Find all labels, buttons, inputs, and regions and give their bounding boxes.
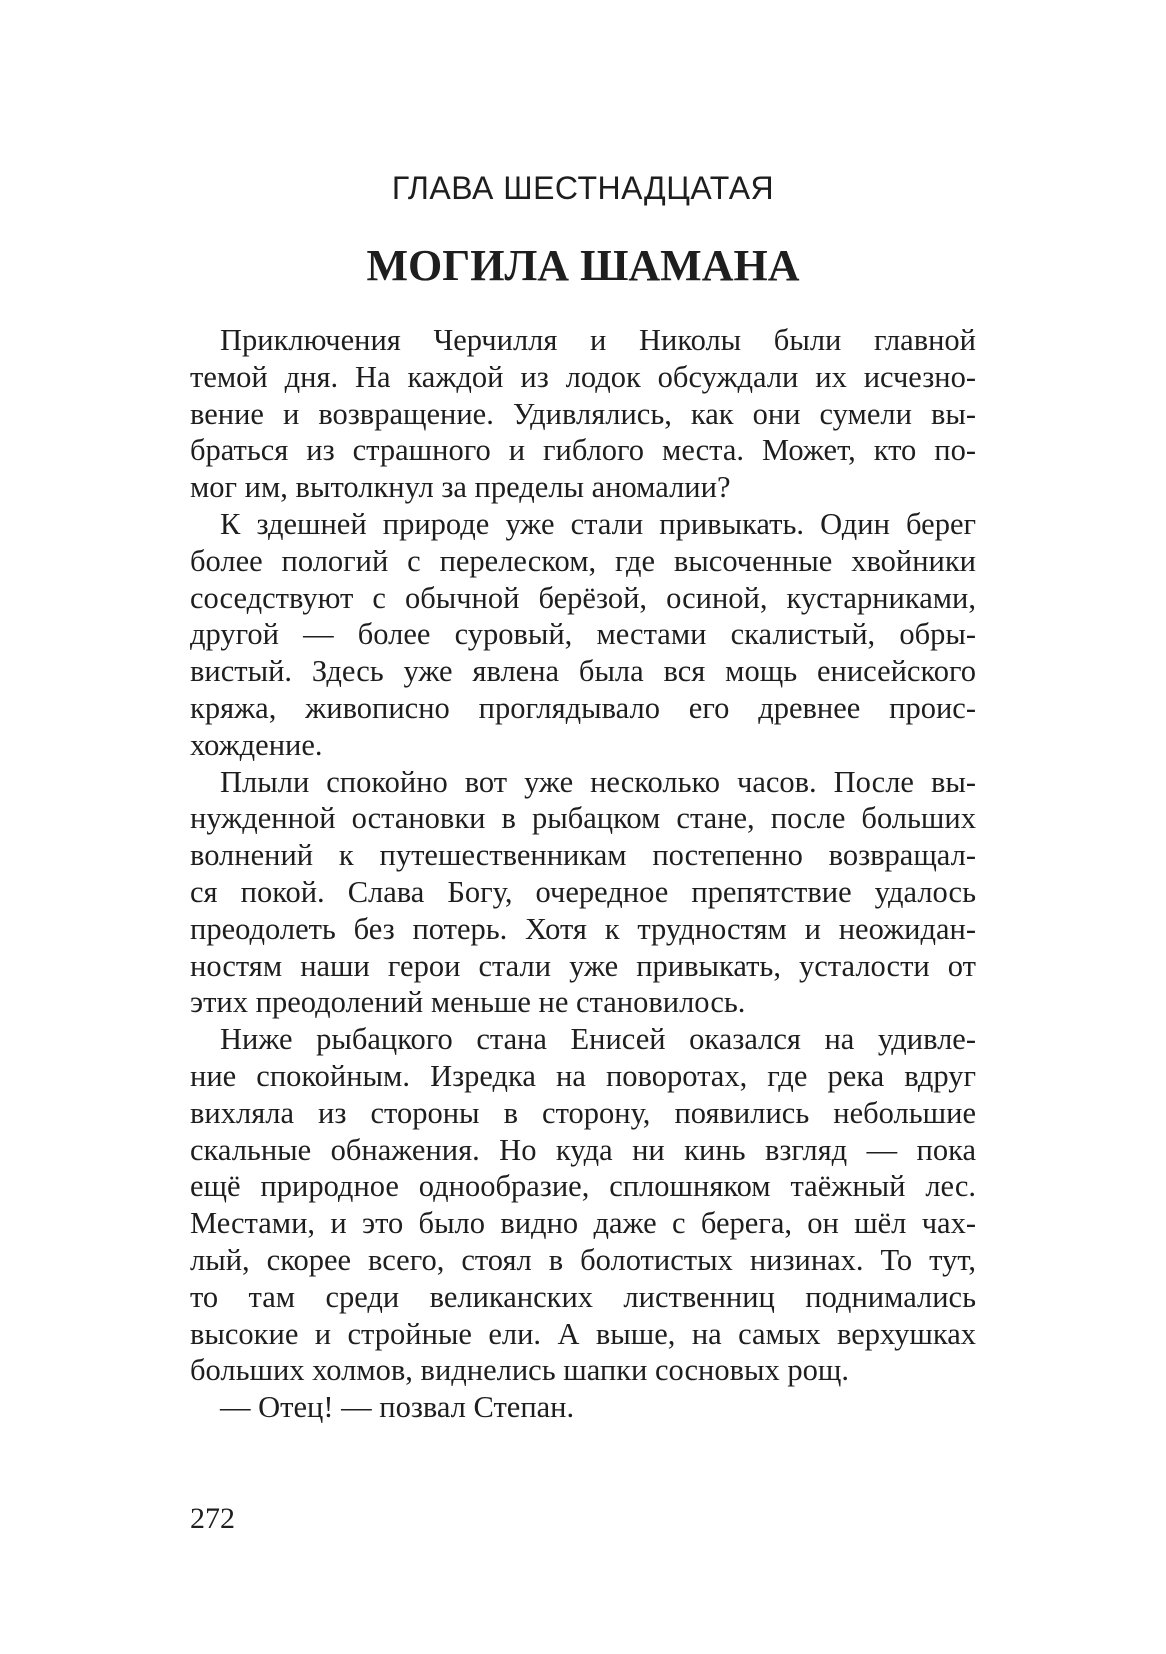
text-line: К здешней природе уже стали привыкать. Один берег: [220, 506, 976, 541]
text-line: нужденной остановки в рыбацком стане, после больших: [190, 801, 976, 836]
text-line: больших холмов, виднелись шапки сосновых рощ.: [190, 1353, 849, 1388]
text-line: темой дня. На каждой из лодок обсуждали их исчезно-: [190, 359, 976, 394]
text-line: кряжа, живописно проглядывало его древнее проис-: [190, 690, 976, 725]
text-line: ещё природное однообразие, сплошняком таёжный лес.: [190, 1169, 976, 1204]
chapter-label: ГЛАВА ШЕСТНАДЦАТАЯ: [391, 170, 775, 206]
text-line: хождение.: [190, 727, 323, 762]
text-line: соседствуют с обычной берёзой, осиной, кустарниками,: [190, 580, 976, 615]
text-line: другой — более суровый, местами скалистый, обры-: [190, 617, 976, 652]
text-line: лый, скорее всего, стоял в болотистых низинах. То тут,: [190, 1242, 976, 1277]
text-line: ностям наши герои стали уже привыкать, усталости от: [190, 948, 976, 983]
text-line: вение и возвращение. Удивлялись, как они сумели вы-: [190, 396, 976, 431]
text-line: волнений к путешественникам постепенно возвращал-: [190, 838, 976, 873]
chapter-title: МОГИЛА ШАМАНА: [366, 241, 800, 290]
text-line: скальные обнажения. Но куда ни кинь взгляд — пока: [190, 1132, 976, 1167]
text-line: более пологий с перелеском, где высоченные хвойники: [190, 543, 976, 578]
text-line: вистый. Здесь уже явлена была вся мощь енисейского: [190, 654, 976, 689]
text-line: Местами, и это было видно даже с берега, он шёл чах-: [190, 1206, 976, 1241]
text-line: то там среди великанских лиственниц поднимались: [190, 1279, 976, 1314]
body-text: [190, 322, 976, 1426]
text-line: Приключения Черчилля и Николы были главной: [220, 323, 976, 357]
text-line: этих преодолений меньше не становилось.: [190, 985, 746, 1020]
text-line: браться из страшного и гиблого места. Может, кто по-: [190, 433, 976, 468]
text-line: — Отец! — позвал Степан.: [220, 1390, 575, 1425]
text-line: преодолеть без потерь. Хотя к трудностям и неожидан-: [190, 911, 976, 946]
text-line: высокие и стройные ели. А выше, на самых верхушках: [190, 1316, 976, 1351]
page-number: 272: [190, 1502, 235, 1535]
text-line: ся покой. Слава Богу, очередное препятствие удалось: [190, 874, 976, 909]
text-line: вихляла из стороны в сторону, появились небольшие: [190, 1095, 976, 1130]
text-line: Ниже рыбацкого стана Енисей оказался на удивле-: [220, 1022, 976, 1057]
text-line: ние спокойным. Изредка на поворотах, где река вдруг: [190, 1058, 976, 1093]
text-line: мог им, вытолкнул за пределы аномалии?: [190, 470, 731, 505]
text-line: Плыли спокойно вот уже несколько часов. После вы-: [220, 764, 976, 799]
